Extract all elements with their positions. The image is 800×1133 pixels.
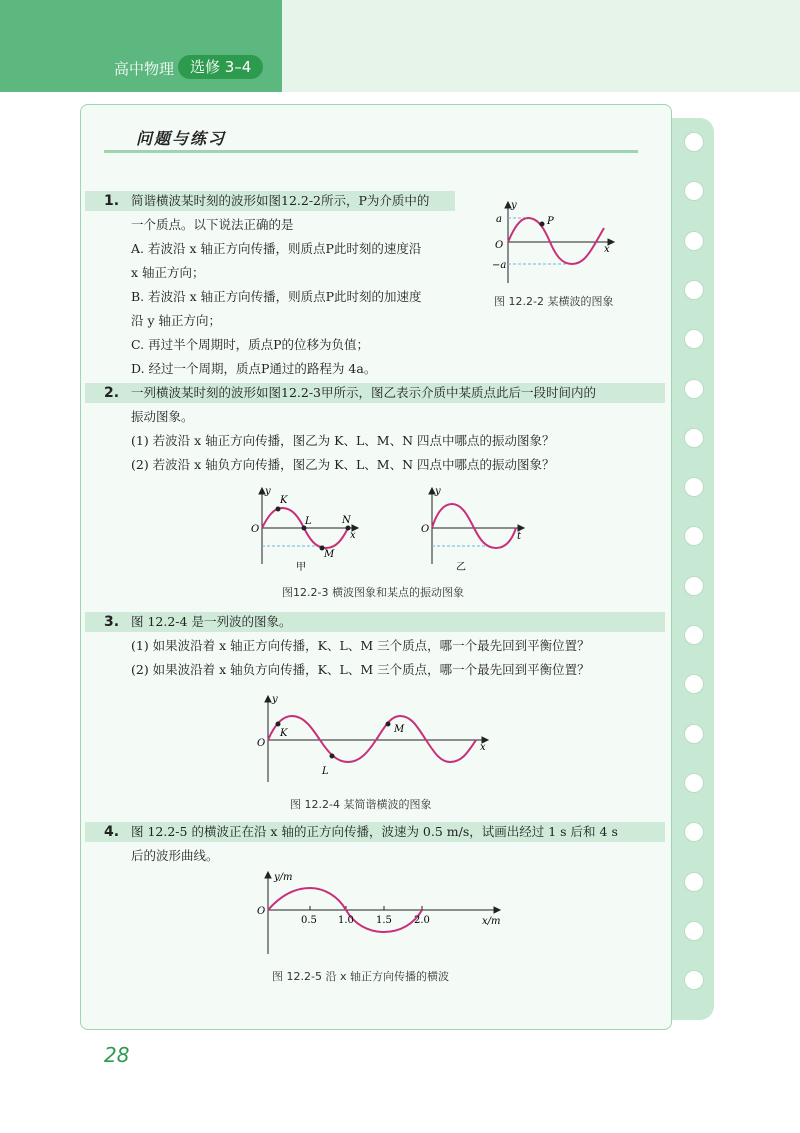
- q1-option-b: B. 若波沿 x 轴正方向传播，则质点P此时刻的加速度: [131, 289, 422, 304]
- figure-12-2-3-b: [420, 484, 530, 574]
- y-label: y: [272, 694, 278, 705]
- y-label: y: [265, 486, 271, 497]
- section-title: 问题与练习: [136, 129, 227, 148]
- q2-line: 一列横波某时刻的波形如图12.2-3甲所示，图乙表示介质中某质点此后一段时间内的: [131, 385, 597, 400]
- q1-line: 沿 y 轴正方向；: [131, 313, 222, 328]
- figure-caption: 图 12.2-4 某简谐横波的图象: [290, 798, 432, 811]
- x-label: x: [350, 530, 356, 541]
- q1-line: x 轴正方向；: [131, 265, 205, 280]
- binder-ring: [684, 231, 704, 251]
- y-label: y: [435, 486, 441, 497]
- binder-ring: [684, 970, 704, 990]
- x-label: x: [480, 742, 486, 753]
- figure-12-2-5: [256, 868, 506, 958]
- m-label: M: [394, 724, 405, 735]
- page-number: 28: [104, 1043, 130, 1067]
- binder-ring: [684, 773, 704, 793]
- figure-caption: 图12.2-3 横波图象和某点的振动图象: [282, 586, 464, 599]
- origin-label: O: [421, 524, 430, 535]
- binder-ring: [684, 477, 704, 497]
- q1-option-a: A. 若波沿 x 轴正方向传播，则质点P此时刻的速度沿: [131, 241, 422, 256]
- binder-ring: [684, 428, 704, 448]
- figure-caption: 图 12.2-2 某横波的图象: [494, 295, 614, 308]
- m-label: M: [324, 549, 335, 560]
- binder-ring: [684, 724, 704, 744]
- binder-ring: [684, 379, 704, 399]
- figure-12-2-4: [256, 692, 496, 786]
- figure-12-2-2: [492, 198, 622, 288]
- q3-sub-2: (2) 如果波沿着 x 轴负方向传播，K、L、M 三个质点，哪一个最先回到平衡位置？: [131, 662, 590, 677]
- origin-label: O: [257, 906, 266, 917]
- q3-line: 图 12.2-4 是一列波的图象。: [131, 614, 292, 629]
- wave-curve: [508, 218, 604, 264]
- q2-sub-1: (1) 若波沿 x 轴正方向传播，图乙为 K、L、M、N 四点中哪点的振动图象？: [131, 433, 555, 448]
- question-4-number: 4.: [104, 824, 120, 840]
- tick-label: 0.5: [301, 915, 317, 926]
- y-label: y/m: [274, 872, 293, 883]
- binder-ring: [684, 576, 704, 596]
- q1-line: 一个质点。以下说法正确的是: [131, 217, 294, 232]
- binder-ring: [684, 280, 704, 300]
- l-label: L: [322, 766, 329, 777]
- binder-ring: [684, 921, 704, 941]
- t-label: t: [517, 531, 522, 542]
- q2-line: 振动图象。: [131, 409, 194, 424]
- q1-option-d: D. 经过一个周期，质点P通过的路程为 4a。: [131, 361, 377, 376]
- binder-ring: [684, 132, 704, 152]
- q3-sub-1: (1) 如果波沿着 x 轴正方向传播，K、L、M 三个质点，哪一个最先回到平衡位置？: [131, 638, 590, 653]
- q1-option-c: C. 再过半个周期时，质点P的位移为负值；: [131, 337, 369, 352]
- binder-ring: [684, 872, 704, 892]
- origin-label: O: [257, 738, 266, 749]
- l-label: L: [305, 516, 312, 527]
- q4-line: 后的波形曲线。: [131, 848, 219, 863]
- k-label: K: [280, 728, 288, 739]
- tick-label: 2.0: [414, 915, 430, 926]
- x-label: x/m: [482, 916, 501, 927]
- panel-label: 甲: [296, 562, 306, 573]
- book-title: 高中物理: [114, 60, 175, 78]
- q2-sub-2: (2) 若波沿 x 轴负方向传播，图乙为 K、L、M、N 四点中哪点的振动图象？: [131, 457, 555, 472]
- q1-line: 简谐横波某时刻的波形如图12.2-2所示，P为介质中的: [131, 193, 430, 208]
- origin-label: O: [251, 524, 260, 535]
- origin-label: O: [495, 240, 504, 251]
- wave-curve: [268, 716, 476, 762]
- point-l: [330, 754, 335, 759]
- amp-label: a: [496, 214, 502, 225]
- figure-caption: 图 12.2-5 沿 x 轴正方向传播的横波: [272, 970, 449, 983]
- neg-amp-label: −a: [492, 260, 507, 271]
- p-label: P: [547, 216, 554, 227]
- question-2-number: 2.: [104, 385, 120, 401]
- panel-label: 乙: [456, 562, 466, 573]
- point-k: [276, 507, 281, 512]
- tick-label: 1.5: [376, 915, 392, 926]
- tick-label: 1.0: [338, 915, 354, 926]
- figure-12-2-3-a: [250, 484, 365, 574]
- point-m: [386, 722, 391, 727]
- question-3-number: 3.: [104, 614, 120, 630]
- k-label: K: [280, 495, 288, 506]
- point-p: [540, 222, 545, 227]
- q4-line: 图 12.2-5 的横波正在沿 x 轴的正方向传播，波速为 0.5 m/s，试画出经过 1 s 后和 4 s: [131, 824, 618, 839]
- x-label: x: [604, 244, 610, 255]
- n-label: N: [342, 515, 351, 526]
- point-k: [276, 722, 281, 727]
- section-divider: [104, 150, 638, 153]
- binder-ring: [684, 625, 704, 645]
- vibration-curve: [432, 504, 516, 548]
- volume-badge: 选修 3–4: [178, 55, 263, 79]
- y-label: y: [511, 200, 517, 211]
- question-1-number: 1.: [104, 193, 120, 209]
